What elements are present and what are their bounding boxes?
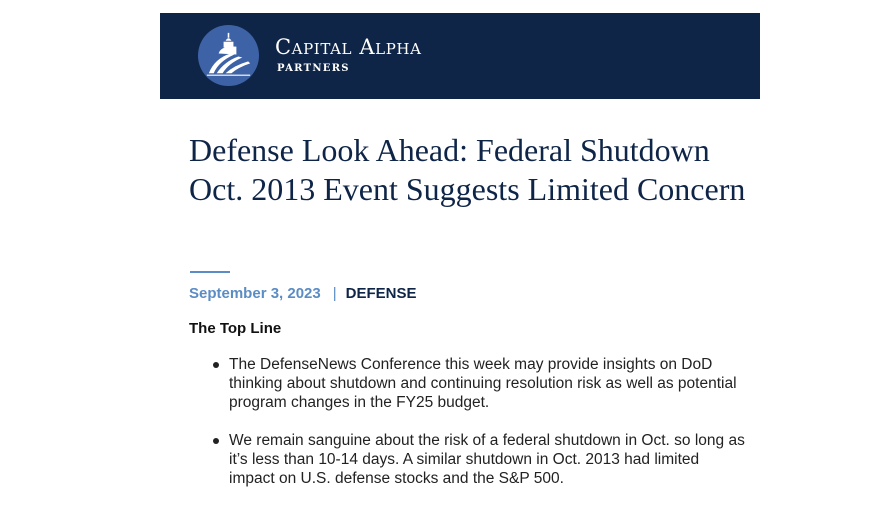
capitol-dome-logo-icon (197, 24, 260, 87)
article-meta (189, 285, 417, 303)
list-item (229, 355, 749, 412)
meta-separator: | (332, 285, 337, 302)
bullet-icon (213, 362, 219, 368)
bullet-text: The DefenseNews Conference this week may provide insights on DoD thinking about shutdown and continuing resolution risk as well as potential program changes in the FY25 budget. (229, 356, 737, 411)
list-item (229, 431, 749, 488)
article-category[interactable]: DEFENSE (345, 285, 417, 302)
article-date: September 3, 2023 (189, 285, 321, 302)
header-banner (160, 13, 760, 99)
title-divider (190, 271, 230, 273)
bullet-list (229, 355, 749, 507)
brand-name: Capital Alpha (275, 35, 422, 59)
bullet-text: We remain sanguine about the risk of a federal shutdown in Oct. so long as it’s less than 10-14 days. A similar shutdown in Oct. 2013 had limited impact on U.S. defense stocks and the S&P 500. (229, 432, 745, 487)
article-title: Defense Look Ahead: Federal Shutdown Oct. 2013 Event Suggests Limited Concern (189, 132, 746, 207)
section-heading: The Top Line (189, 320, 282, 337)
brand-subtitle: PARTNERS (277, 63, 350, 74)
bullet-icon (213, 438, 219, 444)
